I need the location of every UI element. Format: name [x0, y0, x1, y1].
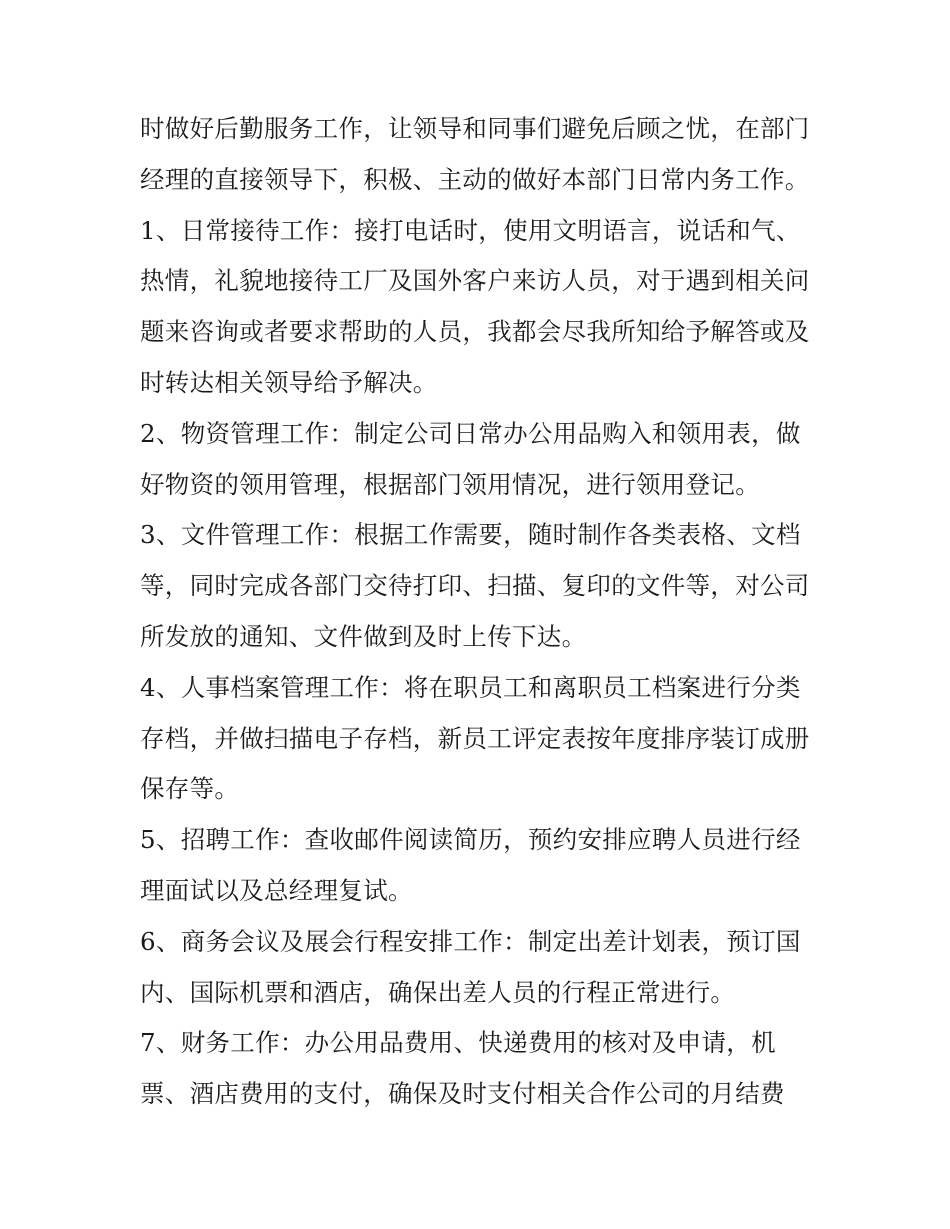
text-line: 内、国际机票和酒店，确保出差人员的行程正常进行。 [140, 977, 736, 1007]
text-line: 经理的直接领导下，积极、主动的做好本部门日常内务工作。 [140, 164, 810, 194]
text-line: 1、日常接待工作：接打电话时，使用文明语言，说话和气、 [140, 215, 801, 245]
text-line: 票、酒店费用的支付，确保及时支付相关合作公司的月结费 [140, 1079, 785, 1109]
document-body [140, 104, 820, 1120]
text-line: 3、文件管理工作：根据工作需要，随时制作各类表格、文档 [140, 520, 801, 550]
text-line: 等，同时完成各部门交待打印、扫描、复印的文件等，对公司 [140, 571, 810, 601]
text-line: 时转达相关领导给予解决。 [140, 367, 438, 397]
text-line: 好物资的领用管理，根据部门领用情况，进行领用登记。 [140, 469, 760, 499]
text-line: 存档，并做扫描电子存档，新员工评定表按年度排序装订成册 [140, 723, 810, 753]
text-line: 5、招聘工作：查收邮件阅读简历，预约安排应聘人员进行经 [140, 825, 801, 855]
text-line: 2、物资管理工作：制定公司日常办公用品购入和领用表，做 [140, 418, 801, 448]
text-line: 保存等。 [140, 774, 240, 804]
text-line: 6、商务会议及展会行程安排工作：制定出差计划表，预订国 [140, 926, 801, 956]
text-line: 4、人事档案管理工作：将在职员工和离职员工档案进行分类 [140, 672, 801, 702]
text-line: 所发放的通知、文件做到及时上传下达。 [140, 621, 587, 651]
text-line: 7、财务工作：办公用品费用、快递费用的核对及申请，机 [140, 1028, 776, 1058]
text-line: 时做好后勤服务工作，让领导和同事们避免后顾之忧，在部门 [140, 114, 810, 143]
text-line: 理面试以及总经理复试。 [140, 875, 413, 905]
text-line: 题来咨询或者要求帮助的人员，我都会尽我所知给予解答或及 [140, 317, 810, 347]
text-line: 热情，礼貌地接待工厂及国外客户来访人员，对于遇到相关问 [140, 266, 810, 296]
